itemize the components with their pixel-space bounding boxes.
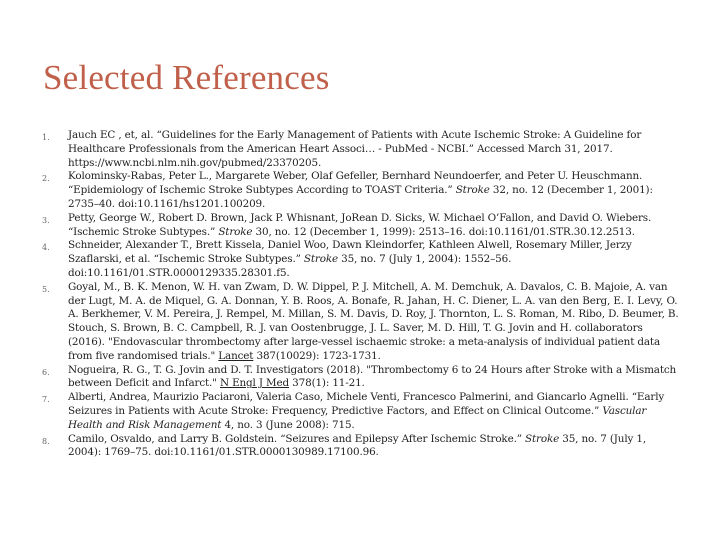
reference-text-segment: Nogueira, R. G., T. G. Jovin and D. T. Investigators (2018). "Thrombectomy 6 to 24 Hours after Stroke with a Mismatch between Deficit and Infarct." xyxy=(68,363,677,390)
reference-number: 2. xyxy=(42,174,50,184)
reference-item xyxy=(42,239,682,280)
reference-number: 5. xyxy=(42,284,50,294)
reference-item xyxy=(42,364,682,392)
reference-text-segment: Petty, George W., Robert D. Brown, Jack P. Whisnant, JoRean D. Sicks, W. Michael O’Fallon, and David O. Wiebers. “Ischemic Stroke Subtypes.” xyxy=(68,211,652,238)
reference-item xyxy=(42,170,682,211)
reference-text xyxy=(68,391,682,432)
reference-journal-italic: Stroke xyxy=(455,184,490,197)
reference-item xyxy=(42,281,682,364)
reference-number: 1. xyxy=(42,133,50,142)
reference-text-segment: 35, no. 7 (July 1, 2004): 1552–56. doi:10.1161/01.STR.0000129335.28301.f5. xyxy=(68,253,512,279)
reference-list xyxy=(42,129,682,460)
reference-text xyxy=(68,239,682,280)
reference-text xyxy=(68,170,682,211)
reference-journal-italic: Stroke xyxy=(303,253,338,266)
slide-title: Selected References xyxy=(43,58,330,97)
reference-text-segment: 32, no. 12 (December 1, 2001): 2735–40. doi:10.1161/hs1201.100209. xyxy=(68,184,653,210)
reference-text-segment: Camilo, Osvaldo, and Larry B. Goldstein. “Seizures and Epilepsy After Ischemic Stroke.” xyxy=(68,432,526,445)
reference-text xyxy=(68,212,682,240)
reference-text-segment: 30, no. 12 (December 1, 1999): 2513–16. doi:10.1161/01.STR.30.12.2513. xyxy=(252,225,635,238)
reference-text-segment: 387(10029): 1723-1731. xyxy=(253,349,381,362)
reference-item xyxy=(42,433,682,461)
reference-number: 3. xyxy=(42,215,50,225)
reference-item xyxy=(42,391,682,432)
reference-text xyxy=(68,281,682,364)
reference-number: 4. xyxy=(42,243,50,253)
reference-text xyxy=(68,364,682,392)
reference-number: 6. xyxy=(42,367,50,377)
reference-journal-italic: Stroke xyxy=(218,225,253,238)
reference-journal-italic: Vascular Health and Risk Management xyxy=(68,404,647,431)
reference-journal-underlined: Lancet xyxy=(218,349,254,362)
reference-text-segment: Alberti, Andrea, Maurizio Paciaroni, Valeria Caso, Michele Venti, Francesco Palmerini, and Giancarlo Agnelli. “Early Seizures in Patients with Acute Stroke: Frequency, Predictive Factors, and Effect on Clinical Outcome.” xyxy=(68,391,665,417)
reference-text-segment: Jauch EC , et, al. “Guidelines for the Early Management of Patients with Acute Ischemic Stroke: A Guideline for Healthcare Professionals from the American Heart Associ… - PubMed - NCBI.” Accessed March 31, 2017. https://www.ncbi.nlm.nih.gov/pubmed/23370205. xyxy=(68,129,642,169)
reference-text-segment: 378(1): 11-21. xyxy=(289,377,365,390)
reference-text-segment: 4, no. 3 (June 2008): 715. xyxy=(221,418,355,431)
reference-text-segment: 35, no. 7 (July 1, 2004): 1769–75. doi:10.1161/01.STR.0000130989.17100.96. xyxy=(68,432,646,459)
reference-item xyxy=(42,212,682,240)
reference-number: 7. xyxy=(42,395,50,405)
reference-number: 8. xyxy=(42,436,50,446)
reference-text-segment: Goyal, M., B. K. Menon, W. H. van Zwam, D. W. Dippel, P. J. Mitchell, A. M. Demchuk, A. Davalos, C. B. Majoie, A. van der Lugt, M. A. de Miquel, G. A. Donnan, Y. B. Roos, A. Bonafe, R. Jahan, H. C. Diener, L. A. van den Berg, E. I. Levy, O. A. Berkhemer, V. M. Pereira, J. Rempel, M. Millan, S. M. Davis, D. Roy, J. Thornton, L. S. Roman, M. Ribo, D. Beumer, B. Stouch, S. Brown, B. C. Campbell, R. J. van Oostenbrugge, J. L. Saver, M. D. Hill, T. G. Jovin and H. collaborators (2016). "Endovascular thrombectomy after large-vessel ischaemic stroke: a meta-analysis of individual patient data from five randomised trials." xyxy=(68,280,679,362)
reference-text-segment: Kolominsky-Rabas, Peter L., Margarete Weber, Olaf Gefeller, Bernhard Neundoerfer, and Peter U. Heuschmann. “Epidemiology of Ischemic Stroke Subtypes According to TOAST Criteria.” xyxy=(68,170,643,197)
reference-text-segment: Schneider, Alexander T., Brett Kissela, Daniel Woo, Dawn Kleindorfer, Kathleen Alwell, Rosemary Miller, Jerzy Szaflarski, et al. “Ischemic Stroke Subtypes.” xyxy=(68,239,632,266)
reference-journal-underlined: N Engl J Med xyxy=(219,377,290,390)
reference-text xyxy=(68,433,682,461)
reference-journal-italic: Stroke xyxy=(525,432,560,445)
reference-text xyxy=(68,129,682,170)
reference-item xyxy=(42,129,682,170)
